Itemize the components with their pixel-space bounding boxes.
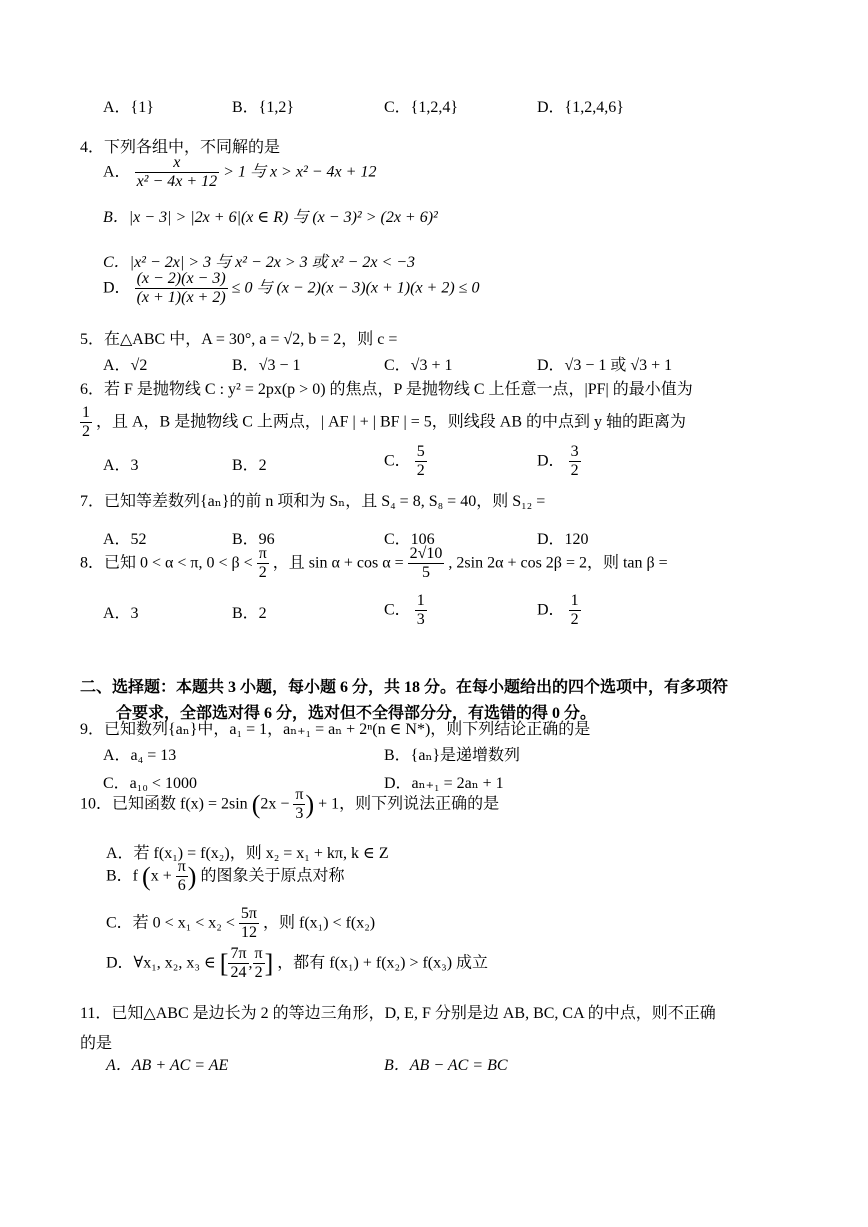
q8-option-a: A．3: [103, 605, 139, 622]
q6-line2-text: ，且 A，B 是抛物线 C 上两点，| AF | + | BF | = 5，则线段 AB 的中点到 y 轴的距离为: [96, 413, 687, 431]
q4-option-d-label: D．: [103, 279, 131, 297]
fraction: $\frac{2√10}{5}$: [409, 545, 443, 582]
q4-option-a: [103, 154, 376, 192]
fraction: $\frac{\pi}{2}$: [258, 545, 267, 582]
fraction: $\frac{(x - 2)(x - 3)}{(x + 1)(x + 2)}$: [136, 270, 226, 307]
fraction: $\frac{1}{2}$: [570, 592, 579, 629]
q3-option-b: B．{1,2}: [232, 99, 295, 116]
q10-option-c: C．若 0 < x₁ < x₂ < $\frac{5\pi}{12}$ ，则 f(x₁) < f(x₂): [106, 905, 376, 942]
q6-line2: [80, 404, 686, 442]
q8-stem: 8．已知 0 < α < π, 0 < β < $\frac{\pi}{2}$ ，且 sin α + cos α = $\frac{2√10}{5}$ , 2sin 2α + cos 2β = 2，则 tan β =: [80, 545, 668, 582]
section2-line1: 二、选择题：本题共 3 小题，每小题 6 分，共 18 分。在每小题给出的四个选项中，有多项符: [80, 679, 729, 696]
fraction: $\frac{1}{3}$: [416, 592, 425, 629]
fraction: $\frac{x}{\text{x² − 4x + 12}}$: [136, 154, 218, 191]
fraction: $\frac{3}{2}$: [570, 443, 579, 480]
q11-option-a: A．AB + AC = AE: [106, 1057, 229, 1074]
fraction: $\frac{\pi}{3}$: [295, 786, 304, 823]
q4-option-d: [103, 270, 479, 308]
q11-option-b: B．AB − AC = BC: [384, 1057, 508, 1074]
q7-option-c: C．106: [384, 531, 435, 548]
q5-option-c: C．√3 + 1: [384, 357, 453, 374]
q7-option-a: A．52: [103, 531, 147, 548]
q6-option-c: C． $\frac{5}{2}$: [384, 443, 425, 480]
q3-option-d: D．{1,2,4,6}: [537, 99, 624, 116]
q9-option-b: B．{aₙ}是递增数列: [384, 747, 521, 764]
q7-option-d: D．120: [537, 531, 589, 548]
q9-option-a: A．a₄ = 13: [103, 747, 177, 764]
q11-line2: 的是: [80, 1035, 113, 1052]
q10-stem: 10．已知函数 f(x) = 2sin (2x − $\frac{\pi}{3}$ ) + 1，则下列说法正确的是: [80, 786, 500, 823]
fraction: $\frac{5}{2}$: [416, 443, 425, 480]
q5-option-a: A．√2: [103, 357, 148, 374]
q5-option-d: D．√3 − 1 或 √3 + 1: [537, 357, 673, 374]
q5-stem: 5．在△ABC 中，A = 30°, a = √2, b = 2，则 c =: [80, 331, 398, 348]
q9-option-c: C．a₁₀ < 1000: [103, 775, 197, 792]
q6-option-a: A．3: [103, 457, 139, 474]
q4-option-d-tail: ≤ 0 与 (x − 2)(x − 3)(x + 1)(x + 2) ≤ 0: [231, 279, 480, 297]
q3-option-a: A．{1}: [103, 99, 154, 116]
q4-stem: 4．下列各组中，不同解的是: [80, 139, 281, 156]
q6-option-b: B．2: [232, 457, 267, 474]
q10-option-b: B．f (x + $\frac{\pi}{6}$ ) 的图象关于原点对称: [106, 858, 345, 895]
q10-option-d: D．∀x₁, x₂, x₃ ∈ [ $\frac{7\pi}{24}$ , $\frac{\pi}{2}$ ] ，都有 f(x₁) + f(x₂) > f(x₃) 成立: [106, 945, 489, 982]
q7-option-b: B．96: [232, 531, 275, 548]
q8-option-c: C． $\frac{1}{3}$: [384, 592, 425, 629]
fraction: $\frac{7\pi}{24}$: [230, 945, 247, 982]
q7-stem: 7．已知等差数列{aₙ}的前 n 项和为 Sₙ，且 S₄ = 8, S₈ = 40，则 S₁₂ =: [80, 493, 546, 510]
q4-option-c: C．|x² − 2x| > 3 与 x² − 2x > 3 或 x² − 2x < −3: [103, 254, 416, 271]
q6-line1: 6．若 F 是抛物线 C : y² = 2px(p > 0) 的焦点，P 是抛物线 C 上任意一点，|PF| 的最小值为: [80, 381, 693, 398]
section2-line2: 合要求，全部选对得 6 分，选对但不全得部分分，有选错的得 0 分。: [116, 705, 597, 722]
q8-option-d: D． $\frac{1}{2}$: [537, 592, 579, 629]
q4-option-a-label: A．: [103, 163, 131, 181]
q4-option-a-tail: > 1 与 x > x² − 4x + 12: [223, 163, 377, 181]
fraction: $\frac{5\pi}{12}$: [240, 905, 257, 942]
q3-option-c: C．{1,2,4}: [384, 99, 459, 116]
q10-option-a: A．若 f(x₁) = f(x₂)，则 x₂ = x₁ + kπ, k ∈ Z: [106, 845, 389, 862]
fraction: $\frac{\pi}{6}$: [177, 858, 186, 895]
q9-option-d: D．aₙ₊₁ = 2aₙ + 1: [384, 775, 504, 792]
q11-line1: 11．已知△ABC 是边长为 2 的等边三角形，D, E, F 分别是边 AB, BC, CA 的中点，则不正确: [80, 1005, 716, 1022]
q5-option-b: B．√3 − 1: [232, 357, 301, 374]
q6-option-d: D． $\frac{3}{2}$: [537, 443, 579, 480]
q8-option-b: B．2: [232, 605, 267, 622]
fraction: $\frac{1}{2}$: [82, 404, 90, 441]
q9-stem: 9．已知数列{aₙ}中，a₁ = 1，aₙ₊₁ = aₙ + 2ⁿ(n ∈ N*)，则下列结论正确的是: [80, 721, 591, 738]
q4-option-b: B．|x − 3| > |2x + 6|(x ∈ R) 与 (x − 3)² > (2x + 6)²: [103, 209, 438, 226]
fraction: $\frac{\pi}{2}$: [254, 945, 263, 982]
